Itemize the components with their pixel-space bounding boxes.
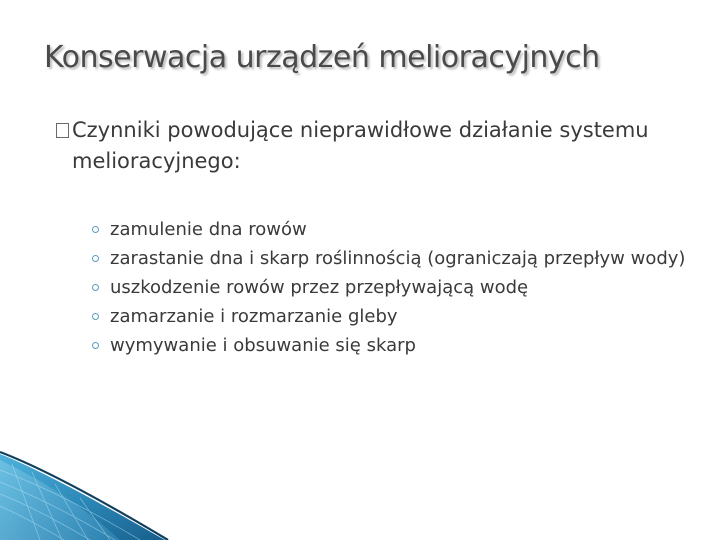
list-item-text: wymywanie i obsuwanie się skarp [110,335,416,356]
list-item [92,302,698,331]
main-point-text: Czynniki powodujące nieprawidłowe działanie systemu melioracyjnego: [72,118,649,173]
list-item-text: uszkodzenie rowów przez przepływającą wodę [110,277,529,298]
list-item [92,331,698,360]
square-box-icon [56,123,69,138]
corner-wave-decoration [0,450,170,540]
ring-bullet-icon [92,342,99,349]
list-item-text: zamarzanie i rozmarzanie gleby [110,306,398,327]
ring-bullet-icon [92,226,99,233]
list-item [92,273,698,302]
ring-bullet-icon [92,255,99,262]
sub-bullet-list [58,215,698,360]
ring-bullet-icon [92,284,99,291]
slide-title: Konserwacja urządzeń melioracyjnych [44,40,600,75]
list-item [92,215,698,244]
main-bullet-point [58,115,698,177]
ring-bullet-icon [92,313,99,320]
list-item-text: zamulenie dna rowów [110,219,307,240]
slide-body [58,115,698,360]
list-item-text: zarastanie dna i skarp roślinnością (ograniczają przepływ wody) [110,248,686,269]
list-item [92,244,698,273]
